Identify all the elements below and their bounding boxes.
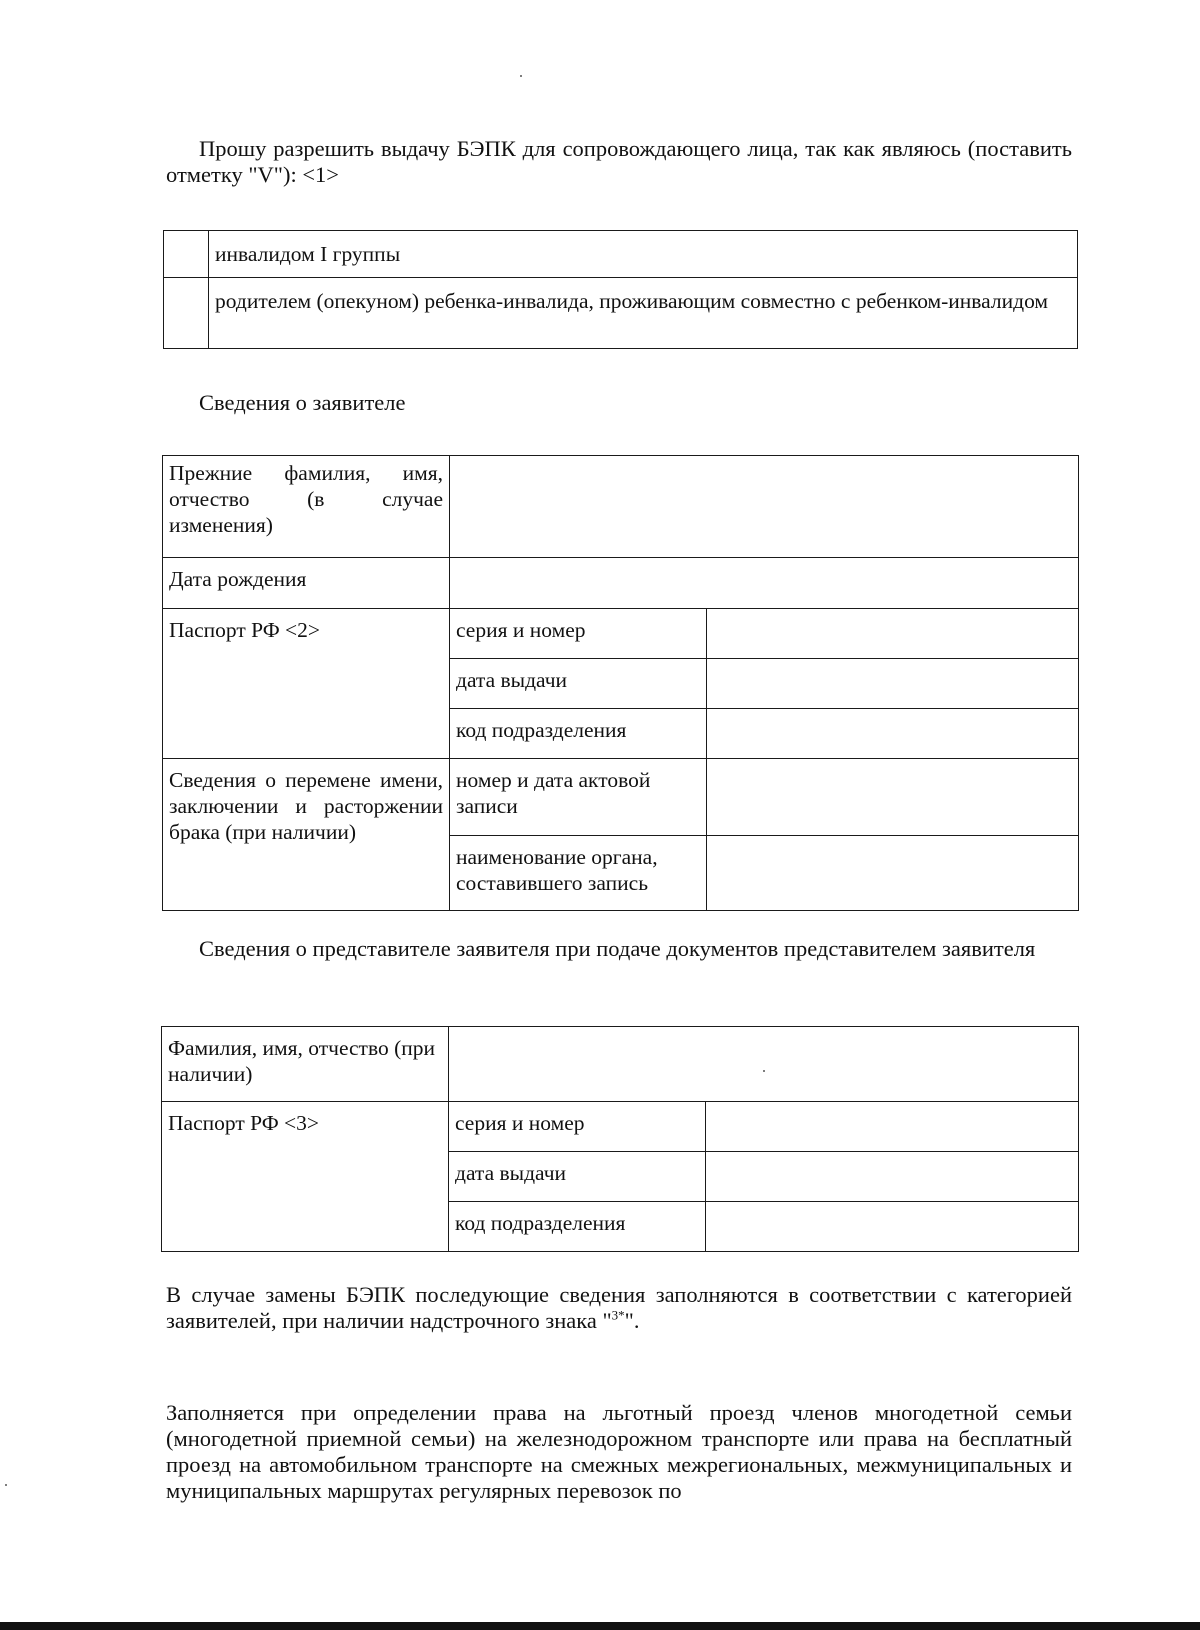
table-row xyxy=(163,456,1079,558)
checkbox-row xyxy=(164,278,1078,349)
registering-authority-field[interactable] xyxy=(707,836,1079,911)
checkbox-label: инвалидом I группы xyxy=(209,231,1078,278)
table-row xyxy=(162,1027,1079,1102)
category-checkbox-table xyxy=(163,230,1078,349)
representative-passport-label: Паспорт РФ <3> xyxy=(162,1102,449,1252)
checkbox-label: родителем (опекуном) ребенка-инвалида, проживающим совместно с ребенком-инвалидом xyxy=(209,278,1078,349)
name-change-label: Сведения о перемене имени, заключении и расторжении брака (при наличии) xyxy=(163,759,450,911)
passport-issue-date-field[interactable] xyxy=(707,659,1079,709)
birth-date-field[interactable] xyxy=(450,558,1079,609)
table-row xyxy=(163,759,1079,836)
passport-field-label: дата выдачи xyxy=(450,659,707,709)
representative-passport-series-field[interactable] xyxy=(706,1102,1079,1152)
intro-paragraph: Прошу разрешить выдачу БЭПК для сопровождающего лица, так как являюсь (поставить отметку "V"): <1> xyxy=(166,136,1072,187)
applicant-section-heading: Сведения о заявителе xyxy=(199,390,406,415)
scan-bottom-edge xyxy=(0,1622,1200,1630)
scan-speck xyxy=(5,1484,7,1486)
passport-label: Паспорт РФ <2> xyxy=(163,609,450,759)
superscript-mark: 3* xyxy=(611,1307,625,1323)
scan-speck xyxy=(763,1070,765,1072)
passport-field-label: код подразделения xyxy=(450,709,707,759)
act-record-number-date-field[interactable] xyxy=(707,759,1079,836)
passport-division-code-field[interactable] xyxy=(707,709,1079,759)
former-name-field[interactable] xyxy=(450,456,1079,558)
replacement-note-text: В случае замены БЭПК последующие сведения заполняются в соответствии с категорией заявителей, при наличии надстрочного знака " xyxy=(166,1282,1072,1333)
table-row xyxy=(163,558,1079,609)
checkbox-cell-parent-guardian[interactable] xyxy=(164,278,209,349)
former-name-label: Прежние фамилия, имя, отчество (в случае изменения) xyxy=(163,456,450,558)
representative-passport-division-code-field[interactable] xyxy=(706,1202,1079,1252)
passport-field-label: серия и номер xyxy=(450,609,707,659)
passport-field-label: серия и номер xyxy=(449,1102,706,1152)
passport-series-number-field[interactable] xyxy=(707,609,1079,659)
passport-field-label: дата выдачи xyxy=(449,1152,706,1202)
checkbox-row xyxy=(164,231,1078,278)
table-row xyxy=(163,609,1079,659)
representative-section-heading: Сведения о представителе заявителя при подаче документов представителем заявителя xyxy=(199,936,1036,961)
name-change-field-label: наименование органа, составившего запись xyxy=(450,836,707,911)
representative-passport-issue-date-field[interactable] xyxy=(706,1152,1079,1202)
representative-fio-label: Фамилия, имя, отчество (при наличии) xyxy=(162,1027,449,1102)
name-change-field-label: номер и дата актовой записи xyxy=(450,759,707,836)
checkbox-cell-disabled-group-1[interactable] xyxy=(164,231,209,278)
large-family-note: Заполняется при определении права на льготный проезд членов многодетной семьи (многодетной приемной семьи) на железнодорожном транспорте или права на бесплатный проезд на автомобильном транспорте на смежных межрегиональных, межмуниципальных и муниципальных маршрутах регулярных перевозок по xyxy=(166,1400,1072,1503)
representative-fio-field[interactable] xyxy=(449,1027,1079,1102)
passport-field-label: код подразделения xyxy=(449,1202,706,1252)
replacement-note-suffix: ". xyxy=(624,1308,640,1333)
table-row xyxy=(162,1102,1079,1152)
birth-date-label: Дата рождения xyxy=(163,558,450,609)
replacement-note xyxy=(166,1282,1072,1334)
representative-table xyxy=(161,1026,1079,1252)
scan-speck xyxy=(520,75,522,77)
applicant-table xyxy=(162,455,1079,911)
